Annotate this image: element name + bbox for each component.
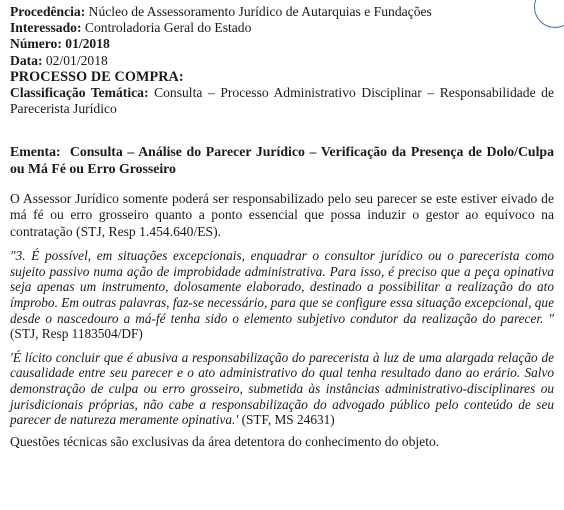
interessado-line — [10, 20, 554, 36]
interessado-value: Controladoria Geral do Estado — [84, 20, 252, 36]
classificacao-label: Classificação Temática: — [10, 85, 149, 101]
quote-stf-text: 'É lícito concluir que é abusiva a responsabilização do parecerista à luz de uma alargada relação de causalidade entre seu parecer e o ato administrativo do qual tenha resultado dano ao erário. Salvo demonstração de culpa ou erro grosseiro, submetida às instâncias administrativo-disciplinares ou jurisdicionais próprias, não cabe a responsabilização do advogado público pelo conteúdo de seu parecer de natureza meramente opinativa.' — [10, 349, 554, 428]
quote-stf — [10, 350, 554, 428]
procedencia-label: Procedência: — [10, 4, 86, 19]
ementa — [10, 144, 554, 177]
data-line — [10, 53, 554, 69]
paragraph-1: O Assessor Jurídico somente poderá ser responsabilizado pelo seu parecer se este estiver eivado de má fé ou erro grosseiro quanto a ponto essencial que possa induzir o gestor ao equívoco na contratação (STJ, Resp 1.454.640/ES). — [10, 191, 554, 239]
numero-value: 01/2018 — [65, 36, 110, 52]
data-value: 02/01/2018 — [45, 52, 108, 68]
quote-stj-text: "3. É possível, em situações excepcionais, enquadrar o consultor jurídico ou o parecerista como sujeito passivo numa ação de improbidade administrativa. Para isso, é preciso que a peça opinativa seja apenas um instrumento, dolosamente elaborado, destinado a possibilitar a realização do ato ímprobo. Em outras palavras, faz-se necessário, para que se configure essa situação excepcional, que desde o nascedouro a má-fé tenha sido o elemento subjetivo condutor da realização do parecer. " — [10, 248, 554, 326]
data-label: Data: — [10, 52, 43, 68]
ementa-label: Ementa: — [10, 144, 61, 160]
numero-line — [10, 36, 554, 52]
quote-stf-citation: (STF, MS 24631) — [241, 412, 335, 428]
final-paragraph: Questões técnicas são exclusivas da área detentora do conhecimento do objeto. — [10, 433, 440, 449]
ementa-text: Consulta – Análise do Parecer Jurídico – Verificação da Presença de Dolo/Culpa ou Má Fé ou Erro Grosseiro — [10, 144, 555, 176]
procedencia-value: Núcleo de Assessoramento Jurídico de Autarquias e Fundações — [88, 4, 432, 19]
processo-title: PROCESSO DE COMPRA: — [10, 68, 184, 85]
numero-label: Número: — [10, 36, 62, 52]
document-header — [10, 4, 554, 117]
quote-stj-citation: (STJ, Resp 1183504/DF) — [10, 326, 143, 342]
quote-stj — [10, 248, 554, 342]
classificacao-value: Consulta – Processo Administrativo Disciplinar – Responsabilidade de Parecerista Jurídico — [10, 85, 555, 117]
interessado-label: Interessado: — [10, 20, 82, 36]
procedencia-line — [10, 4, 554, 20]
classificacao-line — [10, 85, 554, 117]
